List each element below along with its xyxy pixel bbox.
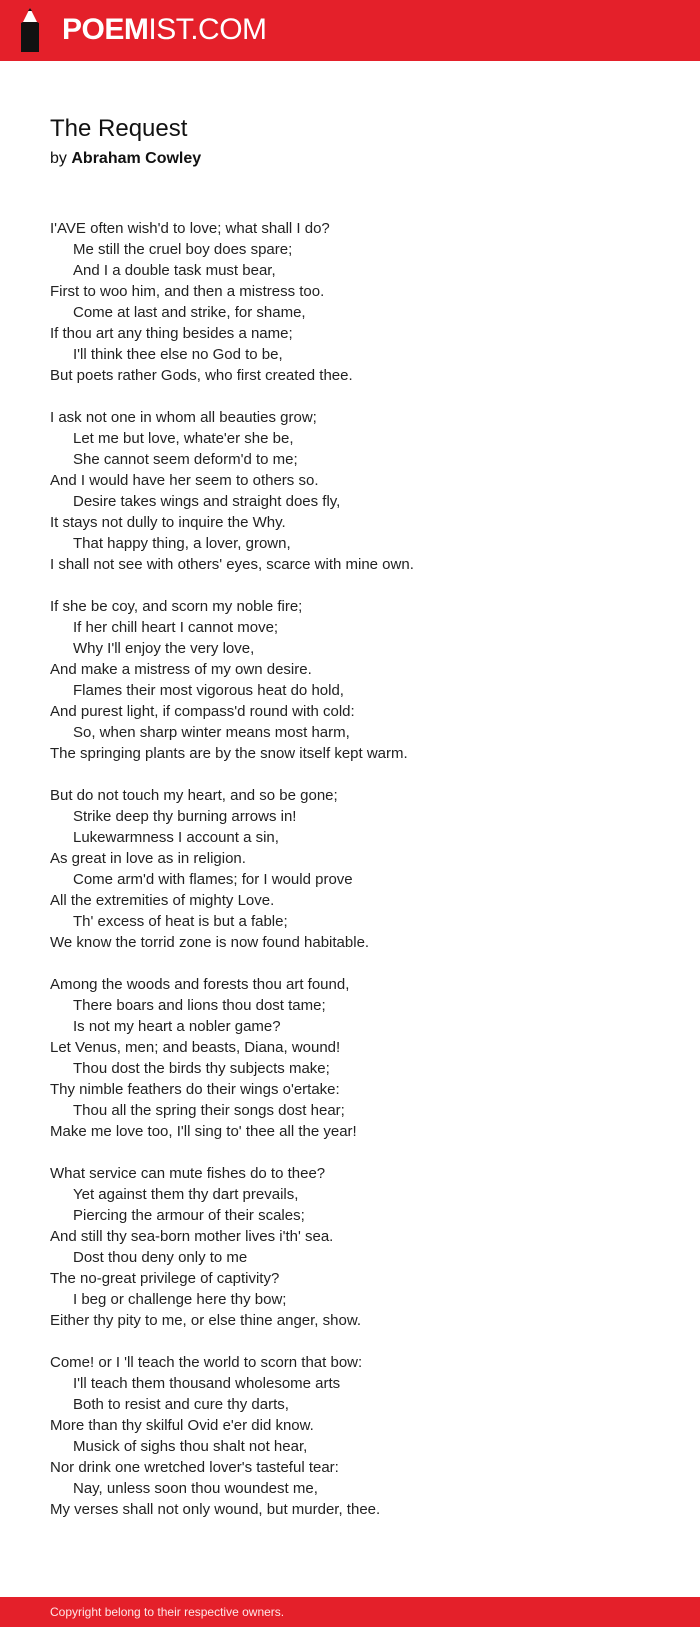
poem-line: Let Venus, men; and beasts, Diana, wound! xyxy=(50,1039,341,1056)
poem-line: Is not my heart a nobler game? xyxy=(73,1018,281,1035)
poem-line: There boars and lions thou dost tame; xyxy=(73,997,326,1014)
poem-line: I ask not one in whom all beauties grow; xyxy=(50,409,317,426)
poem-line: We know the torrid zone is now found habitable. xyxy=(50,934,370,951)
poem-line: So, when sharp winter means most harm, xyxy=(73,724,350,741)
poem-stanza xyxy=(50,407,670,575)
poem-line: And purest light, if compass'd round with cold: xyxy=(50,703,355,720)
poem-line: The springing plants are by the snow itself kept warm. xyxy=(50,745,408,762)
poem-line: Either thy pity to me, or else thine anger, show. xyxy=(50,1312,362,1329)
poem-line: All the extremities of mighty Love. xyxy=(50,892,275,909)
poem-line: If her chill heart I cannot move; xyxy=(73,619,279,636)
poem-stanza xyxy=(50,1163,670,1331)
poem-line: I'll teach them thousand wholesome arts xyxy=(73,1375,341,1392)
poem-line: Thy nimble feathers do their wings o'ertake: xyxy=(50,1081,340,1098)
poem-line: Flames their most vigorous heat do hold, xyxy=(73,682,344,699)
copyright-notice: Copyright belong to their respective owners. xyxy=(50,1605,285,1619)
poem-line: And make a mistress of my own desire. xyxy=(50,661,312,678)
poem-line: Thou all the spring their songs dost hear; xyxy=(73,1102,345,1119)
poem-line: Lukewarmness I account a sin, xyxy=(73,829,279,846)
poem-stanza xyxy=(50,974,670,1142)
poem-line: More than thy skilful Ovid e'er did know. xyxy=(50,1417,314,1434)
poem-stanza xyxy=(50,218,670,386)
poem-line: Musick of sighs thou shalt not hear, xyxy=(73,1438,308,1455)
poem-line: The no-great privilege of captivity? xyxy=(50,1270,280,1287)
poem-line: And I a double task must bear, xyxy=(73,262,276,279)
poem-line: Among the woods and forests thou art found, xyxy=(50,976,350,993)
poem-byline xyxy=(50,148,201,170)
poem-line: Why I'll enjoy the very love, xyxy=(73,640,255,657)
poem-title: The Request xyxy=(50,115,188,142)
poem-stanza xyxy=(50,785,670,953)
poem-line: She cannot seem deform'd to me; xyxy=(73,451,298,468)
poem-line: And I would have her seem to others so. xyxy=(50,472,319,489)
pencil-logo-icon[interactable] xyxy=(18,8,42,52)
poem-stanza xyxy=(50,1352,670,1520)
poem-line: I beg or challenge here thy bow; xyxy=(73,1291,287,1308)
poem-line: My verses shall not only wound, but murder, thee. xyxy=(50,1501,381,1518)
poem-body xyxy=(50,218,670,1541)
poem-line: What service can mute fishes do to thee? xyxy=(50,1165,326,1182)
poem-line: That happy thing, a lover, grown, xyxy=(73,535,291,552)
poem-line: If thou art any thing besides a name; xyxy=(50,325,293,342)
poem-line: Both to resist and cure thy darts, xyxy=(73,1396,289,1413)
poem-line: Desire takes wings and straight does fly, xyxy=(73,493,341,510)
poem-line: Dost thou deny only to me xyxy=(73,1249,248,1266)
poem-line: Yet against them thy dart prevails, xyxy=(73,1186,299,1203)
poem-line: I'AVE often wish'd to love; what shall I do? xyxy=(50,220,330,237)
poem-line: Nay, unless soon thou woundest me, xyxy=(73,1480,318,1497)
poem-stanza xyxy=(50,596,670,764)
poem-line: Let me but love, whate'er she be, xyxy=(73,430,294,447)
poem-line: Me still the cruel boy does spare; xyxy=(73,241,293,258)
poem-author: Abraham Cowley xyxy=(71,150,202,167)
poem-line: If she be coy, and scorn my noble fire; xyxy=(50,598,303,615)
poem-line: But poets rather Gods, who first created thee. xyxy=(50,367,353,384)
poem-line: Thou dost the birds thy subjects make; xyxy=(73,1060,330,1077)
poem-line: I shall not see with others' eyes, scarce with mine own. xyxy=(50,556,414,573)
poem-line: Th' excess of heat is but a fable; xyxy=(73,913,288,930)
poem-line: Come! or I 'll teach the world to scorn that bow: xyxy=(50,1354,363,1371)
site-footer xyxy=(0,1597,700,1627)
poem-line: Piercing the armour of their scales; xyxy=(73,1207,305,1224)
poem-line: It stays not dully to inquire the Why. xyxy=(50,514,286,531)
poem-line: And still thy sea-born mother lives i'th' sea. xyxy=(50,1228,334,1245)
poem-line: First to woo him, and then a mistress too. xyxy=(50,283,325,300)
logo-bold-text: POEM xyxy=(62,13,149,46)
poem-line: Nor drink one wretched lover's tasteful tear: xyxy=(50,1459,339,1476)
poem-line: I'll think thee else no God to be, xyxy=(73,346,283,363)
logo-light-text: IST.COM xyxy=(148,13,267,46)
poem-line: Strike deep thy burning arrows in! xyxy=(73,808,297,825)
poem-line: As great in love as in religion. xyxy=(50,850,246,867)
poem-line: But do not touch my heart, and so be gone; xyxy=(50,787,338,804)
poem-line: Come at last and strike, for shame, xyxy=(73,304,306,321)
site-header xyxy=(0,0,700,61)
site-logo[interactable] xyxy=(62,12,267,48)
poem-line: Come arm'd with flames; for I would prove xyxy=(73,871,353,888)
poem-line: Make me love too, I'll sing to' thee all the year! xyxy=(50,1123,357,1140)
by-label: by xyxy=(50,150,67,167)
